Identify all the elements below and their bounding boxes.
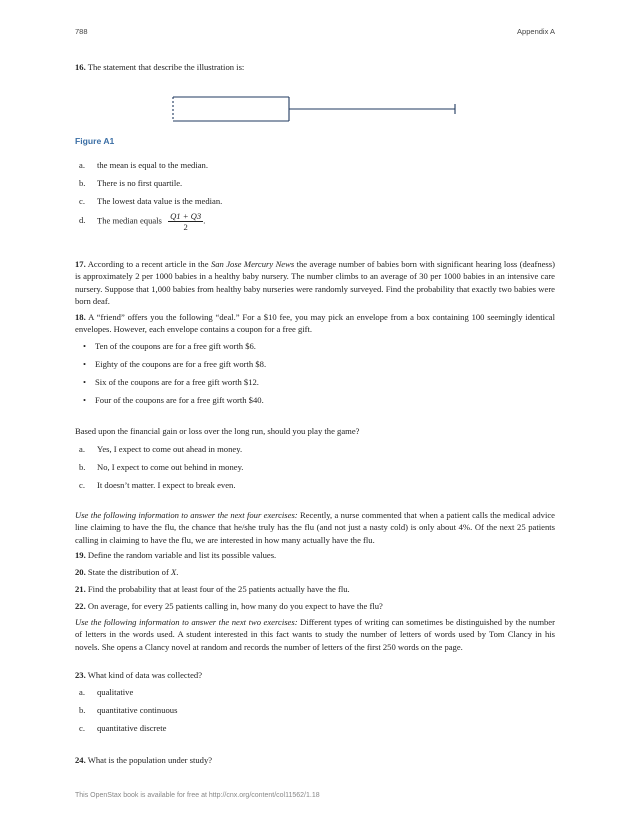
option-list bbox=[79, 160, 222, 207]
bullet-list bbox=[83, 341, 266, 406]
exercise-intro-1 bbox=[75, 509, 555, 546]
source-name: San Jose Mercury News bbox=[210, 259, 295, 269]
question-17 bbox=[75, 258, 555, 307]
option-d bbox=[79, 211, 205, 232]
question-number: 17. bbox=[75, 259, 86, 269]
median-fraction bbox=[168, 211, 206, 232]
option-text: The median equals bbox=[97, 215, 162, 226]
question-end: . bbox=[176, 567, 179, 577]
question-text: Find the probability that at least four of the 25 patients actually have the flu. bbox=[87, 584, 350, 594]
option-label: c. bbox=[79, 480, 85, 490]
question-number: 24. bbox=[75, 755, 86, 765]
option-label: c. bbox=[79, 196, 85, 206]
question-text: What is the population under study? bbox=[87, 755, 213, 765]
bullet-text: Six of the coupons are for a free gift worth $12. bbox=[95, 377, 259, 387]
question-23 bbox=[75, 669, 555, 681]
intro-text: Recently, a nurse commented that when a patient calls the medical advice line claiming to have the flu, the chance that he/she truly has the flu (and not just a nasty cold) is only about 4%. Of the next 25 patients calling in claiming to have the flu, we are interested in how many actually have the flu. bbox=[75, 510, 555, 545]
question-number: 21. bbox=[75, 584, 86, 594]
question-text: The statement that describe the illustration is: bbox=[87, 62, 245, 72]
option-label: d. bbox=[79, 215, 86, 226]
question-text: Define the random variable and list its possible values. bbox=[87, 550, 277, 560]
section-title: Appendix A bbox=[517, 27, 555, 36]
list-item bbox=[79, 705, 177, 716]
option-label: c. bbox=[79, 723, 85, 733]
question-20 bbox=[75, 566, 555, 578]
question-number: 19. bbox=[75, 550, 86, 560]
question-16 bbox=[75, 61, 555, 73]
question-text-continued: the average number of babies born with significant hearing loss (deafness) is approximately 2 per 1000 babies in a healthy baby nursery. The number climbs to an average of 30 per 1000 babies in an intensive care nursery. Suppose that 1,000 babies from healthy baby nurseries were randomly surveyed. Find the probability that exactly two babies were born deaf. bbox=[75, 259, 555, 306]
option-label: a. bbox=[79, 687, 85, 697]
question-22 bbox=[75, 600, 555, 612]
option-label: a. bbox=[79, 160, 85, 170]
intro-lead: Use the following information to answer the next two exercises: bbox=[75, 617, 298, 627]
question-18-prompt: Based upon the financial gain or loss over the long run, should you play the game? bbox=[75, 426, 360, 436]
bullet-text: Ten of the coupons are for a free gift worth $6. bbox=[95, 341, 256, 351]
question-number: 20. bbox=[75, 567, 86, 577]
question-19 bbox=[75, 549, 555, 561]
exercise-intro-2 bbox=[75, 616, 555, 653]
variable-name: X bbox=[170, 567, 177, 577]
list-item bbox=[79, 444, 243, 455]
page-number: 788 bbox=[75, 27, 88, 36]
question-24 bbox=[75, 754, 555, 766]
bullet-icon: • bbox=[83, 359, 87, 369]
question-21 bbox=[75, 583, 555, 595]
footer-attribution: This OpenStax book is available for free at http://cnx.org/content/col11562/1.18 bbox=[75, 792, 320, 799]
option-text: the mean is equal to the median. bbox=[97, 160, 208, 170]
question-number: 18. bbox=[75, 312, 86, 322]
question-text: According to a recent article in the bbox=[87, 259, 209, 269]
list-item bbox=[79, 723, 177, 734]
intro-text: Different types of writing can sometimes be distinguished by the number of letters in the words used. A student interested in this fact wants to study the number of letters of words used by Tom Clancy in his novels. She opens a Clancy novel at random and records the number of letters of the first 250 words on the page. bbox=[75, 617, 555, 652]
question-18 bbox=[75, 311, 555, 336]
option-text: qualitative bbox=[97, 687, 134, 697]
option-text: It doesn’t matter. I expect to break even. bbox=[97, 480, 236, 490]
question-text: State the distribution of bbox=[87, 567, 169, 577]
bullet-text: Eighty of the coupons are for a free gift worth $8. bbox=[95, 359, 267, 369]
question-text: A “friend” offers you the following “deal.” For a $10 fee, you may pick an envelope from a box containing 100 seemingly identical envelopes. However, each envelope contains a coupon for a free gift. bbox=[75, 312, 555, 335]
list-item bbox=[79, 196, 222, 207]
bullet-text: Four of the coupons are for a free gift worth $40. bbox=[95, 395, 264, 405]
option-text: No, I expect to come out behind in money. bbox=[97, 462, 244, 472]
list-item bbox=[83, 395, 266, 406]
box-plot-figure bbox=[170, 94, 462, 126]
option-label: b. bbox=[79, 178, 86, 188]
option-end: . bbox=[203, 215, 206, 226]
fraction-numerator: Q1 + Q3 bbox=[170, 211, 202, 221]
bullet-icon: • bbox=[83, 377, 87, 387]
list-item bbox=[83, 341, 266, 352]
option-list bbox=[79, 687, 177, 734]
question-number: 23. bbox=[75, 670, 86, 680]
option-label: b. bbox=[79, 462, 86, 472]
fraction-denominator: 2 bbox=[183, 222, 188, 232]
option-text: quantitative continuous bbox=[97, 705, 178, 715]
option-text: The lowest data value is the median. bbox=[97, 196, 223, 206]
intro-lead: Use the following information to answer the next four exercises: bbox=[75, 510, 298, 520]
option-text: quantitative discrete bbox=[97, 723, 167, 733]
question-number: 22. bbox=[75, 601, 86, 611]
list-item bbox=[83, 359, 266, 370]
option-label: a. bbox=[79, 444, 85, 454]
option-label: b. bbox=[79, 705, 86, 715]
option-list bbox=[79, 444, 243, 491]
list-item bbox=[79, 462, 243, 473]
figure-label: Figure A1 bbox=[75, 136, 115, 146]
bullet-icon: • bbox=[83, 341, 87, 351]
list-item bbox=[79, 178, 222, 189]
list-item bbox=[79, 687, 177, 698]
bullet-icon: • bbox=[83, 395, 87, 405]
question-text: On average, for every 25 patients calling in, how many do you expect to have the flu? bbox=[87, 601, 383, 611]
list-item bbox=[83, 377, 266, 388]
question-text: What kind of data was collected? bbox=[87, 670, 203, 680]
list-item bbox=[79, 160, 222, 171]
option-text: There is no first quartile. bbox=[97, 178, 183, 188]
list-item bbox=[79, 480, 243, 491]
question-number: 16. bbox=[75, 62, 86, 72]
option-text: Yes, I expect to come out ahead in money. bbox=[97, 444, 243, 454]
